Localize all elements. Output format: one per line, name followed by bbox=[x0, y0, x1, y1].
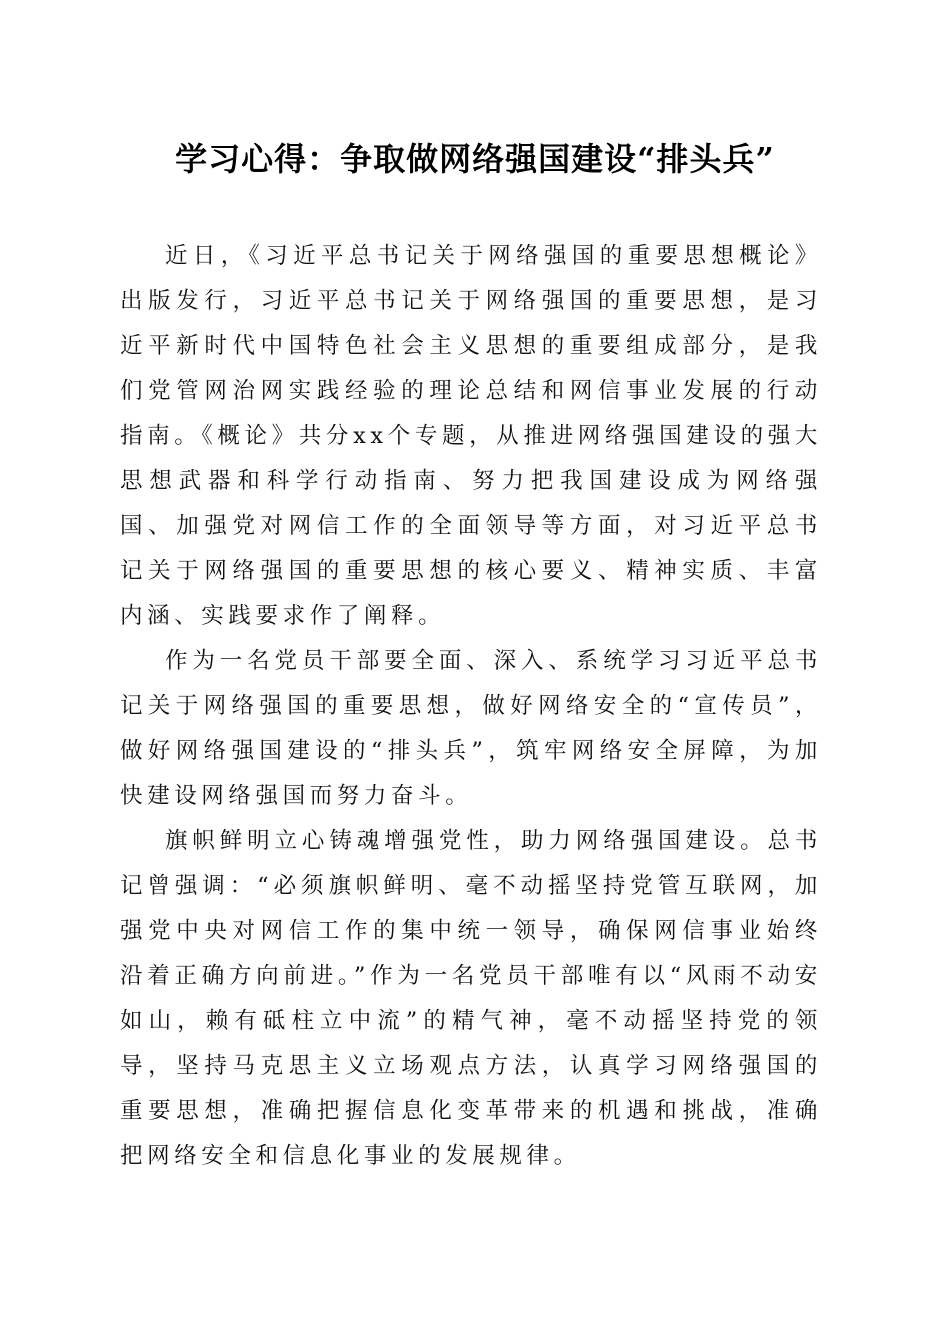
paragraph-intro: 近日，《习近平总书记关于网络强国的重要思想概论》出版发行，习近平总书记关于网络强国的重要思想，是习近平新时代中国特色社会主义思想的重要组成部分，是我们党管网治网实践经验的理论总结和网信事业发展的行动指南。《概论》共分xx个专题，从推进网络强国建设的强大思想武器和科学行动指南、努力把我国建设成为网络强国、加强党对网信工作的全面领导等方面，对习近平总书记关于网络强国的重要思想的核心要义、精神实质、丰富内涵、实践要求作了阐释。 bbox=[120, 243, 822, 629]
document-body bbox=[120, 234, 822, 1179]
paragraph-party-member-role: 作为一名党员干部要全面、深入、系统学习习近平总书记关于网络强国的重要思想，做好网络安全的“宣传员”，做好网络强国建设的“排头兵”，筑牢网络安全屏障，为加快建设网络强国而努力奋斗。 bbox=[120, 648, 822, 809]
paragraph-firm-stance: 旗帜鲜明立心铸魂增强党性，助力网络强国建设。总书记曾强调：“必须旗帜鲜明、毫不动摇坚持党管互联网，加强党中央对网信工作的集中统一领导，确保网信事业始终沿着正确方向前进。”作为一名党员干部唯有以“风雨不动安如山，赖有砥柱立中流”的精气神，毫不动摇坚持党的领导，坚持马克思主义立场观点方法，认真学习网络强国的重要思想，准确把握信息化变革带来的机遇和挑战，准确把网络安全和信息化事业的发展规律。 bbox=[120, 828, 822, 1169]
document-title: 学习心得：争取做网络强国建设“排头兵” bbox=[175, 140, 775, 178]
